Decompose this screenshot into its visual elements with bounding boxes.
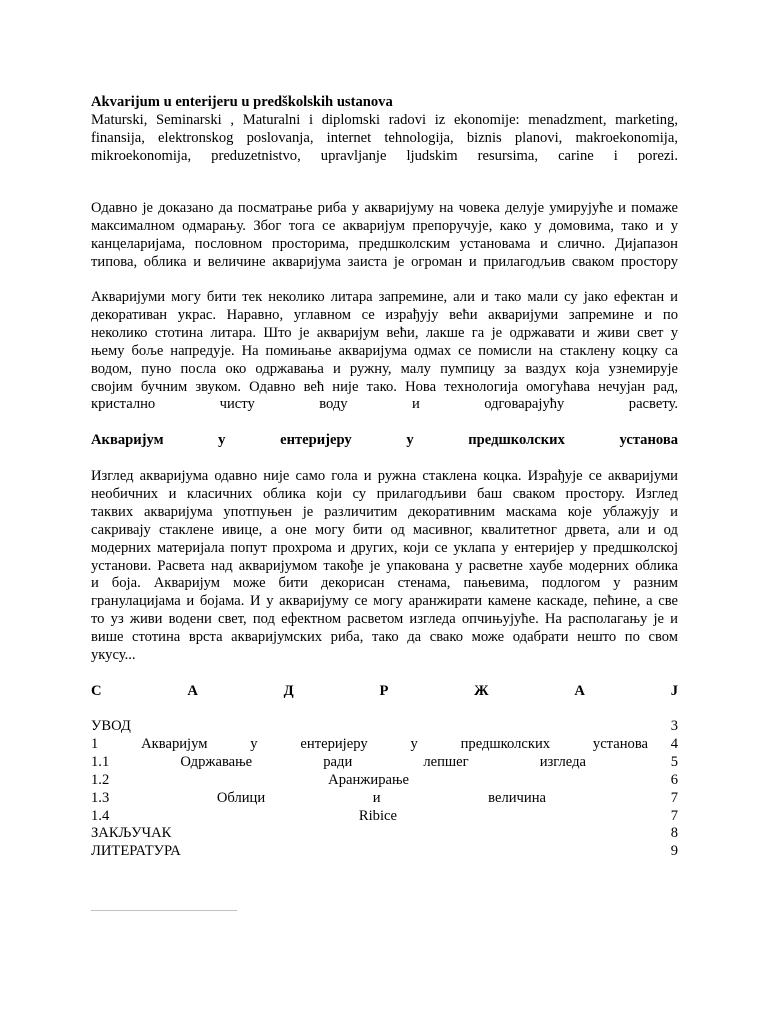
toc-entry[interactable] (91, 790, 678, 808)
toc-entry-text: ЗАКЉУЧАК (91, 825, 172, 842)
paragraph-line: необичних и класичних облика који су прилагодљиви баш сваком простору. Изглед (91, 485, 678, 502)
subtitle-line: Maturski, Seminarski , Maturalni i diplomski radovi iz ekonomije: menadzment, marketing, (91, 111, 678, 128)
toc-entry-page: 4 (670, 735, 678, 752)
toc-entry-text: УВОД (91, 718, 131, 734)
toc-heading-block (91, 683, 678, 701)
paragraph-line: својим бучним звуком. Одавно већ није тако. Нова технологија омогућава нечујан рад, (91, 378, 678, 395)
toc-entry[interactable] (91, 808, 678, 826)
paragraph-intro (91, 200, 678, 272)
document-title: Akvarijum u enterijeru u predškolskih ustanova (91, 94, 393, 110)
header-block (91, 94, 678, 166)
toc-entry-text: 1 Акваријум у ентеријеру у предшколских установа (91, 735, 648, 752)
paragraph-line: Одавно је доказано да посматрање риба у акваријуму на човека делује умирујуће и помаже (91, 200, 678, 216)
toc-entry-page: 6 (670, 771, 678, 788)
toc-entry-page: 7 (670, 807, 678, 824)
paragraph-line: то уз живи водени свет, под ефектном расветом изгледа опчињујуће. На располагању је и (91, 611, 678, 628)
toc-entry-page: 5 (670, 753, 678, 770)
paragraph-line: типова, облика и величине акваријума заиста је огроман и прилагодљив сваком простору (91, 253, 678, 270)
toc-entry[interactable] (91, 772, 678, 790)
paragraph-line: максималном одмарању. Због тога се акваријум препоручује, како у домовима, тако и у (91, 217, 678, 234)
toc-entry-text: 1.2 Аранжирање (91, 771, 409, 788)
paragraph-line: модерних материјала попут прохрома и других, који се уклапа у ентеријер у предшколској (91, 539, 678, 556)
toc-entry[interactable] (91, 754, 678, 772)
section-heading-block (91, 432, 678, 450)
paragraph-appearance (91, 468, 678, 665)
subtitle-line: finansija, elektronskog poslovanja, internet tehnologija, biznis planovi, makroekonomija, (91, 129, 678, 146)
toc-entry[interactable] (91, 736, 678, 754)
toc-entry-page: 7 (670, 789, 678, 806)
toc-entry-text: 1.4 Ribice (91, 807, 397, 824)
toc-entry-text: 1.3 Облици и величина (91, 789, 546, 806)
toc-entry-page: 3 (670, 718, 678, 734)
toc-entry[interactable] (91, 843, 678, 861)
paragraph-line: кристално чисту воду и одговарајућу расвету. (91, 396, 678, 413)
paragraph-aquarium-size (91, 289, 678, 414)
toc-entry-text: ЛИТЕРАТУРА (91, 843, 181, 860)
toc-entry-page: 9 (670, 843, 678, 860)
paragraph-line: укусу... (91, 647, 136, 664)
section-heading: Акваријум у ентеријеру у предшколских установа (91, 432, 678, 448)
toc-heading: С А Д Р Ж А Ј (91, 683, 678, 699)
subtitle-line: mikroekonomija, preduzetnistvo, upravljanje ljudskim resursima, carine i porezi. (91, 147, 678, 164)
table-of-contents (91, 718, 678, 861)
paragraph-line: њему боље напредује. На помињање акваријума одмах се помисли на стаклену коцку са (91, 342, 678, 359)
paragraph-line: канцеларијама, пословном просторима, предшколским установама и слично. Дијапазон (91, 235, 678, 252)
footnote-separator (91, 910, 237, 911)
toc-entry-text: 1.1 Одржавање ради лепшег изгледа (91, 753, 586, 770)
toc-entry[interactable] (91, 825, 678, 843)
paragraph-line: и боја. Акваријум може бити декорисан стенама, пањевима, подлогом у разним (91, 575, 678, 592)
paragraph-line: таквих акваријума употпуњен је различитим декоративним маскама које ублажују и (91, 503, 678, 520)
paragraph-line: Изглед акваријума одавно није само гола и ружна стаклена коцка. Израђује се акваријуми (91, 468, 678, 484)
paragraph-line: неколико стотина литара. Што је акваријум већи, лакше га је одржавати и живи свет у (91, 324, 678, 341)
toc-entry-page: 8 (670, 825, 678, 842)
paragraph-line: установи. Расвета над акваријумом такође је упакована у расветне хаубе модерних облика (91, 557, 678, 574)
paragraph-line: декоративан украс. Наравно, углавном се израђују већи акваријуми запремине и по (91, 306, 678, 323)
paragraph-line: гранулацијама и бојама. И у акваријуму се могу аранжирати камене каскаде, пећине, а све (91, 593, 678, 610)
paragraph-line: сакривају стаклене ивице, а оне могу бити од масивног, квалитетног дрвета, али и од (91, 521, 678, 538)
paragraph-line: више стотина врста акваријумских риба, тако да свако може одабрати нешто по свом (91, 629, 678, 646)
paragraph-line: водом, пуно посла око одржавања и ружну, малу пумпицу за ваздух која узнемирује (91, 360, 678, 377)
toc-entry[interactable] (91, 718, 678, 736)
paragraph-line: Акваријуми могу бити тек неколико литара запремине, али и тако мали су јако ефектан и (91, 289, 678, 305)
